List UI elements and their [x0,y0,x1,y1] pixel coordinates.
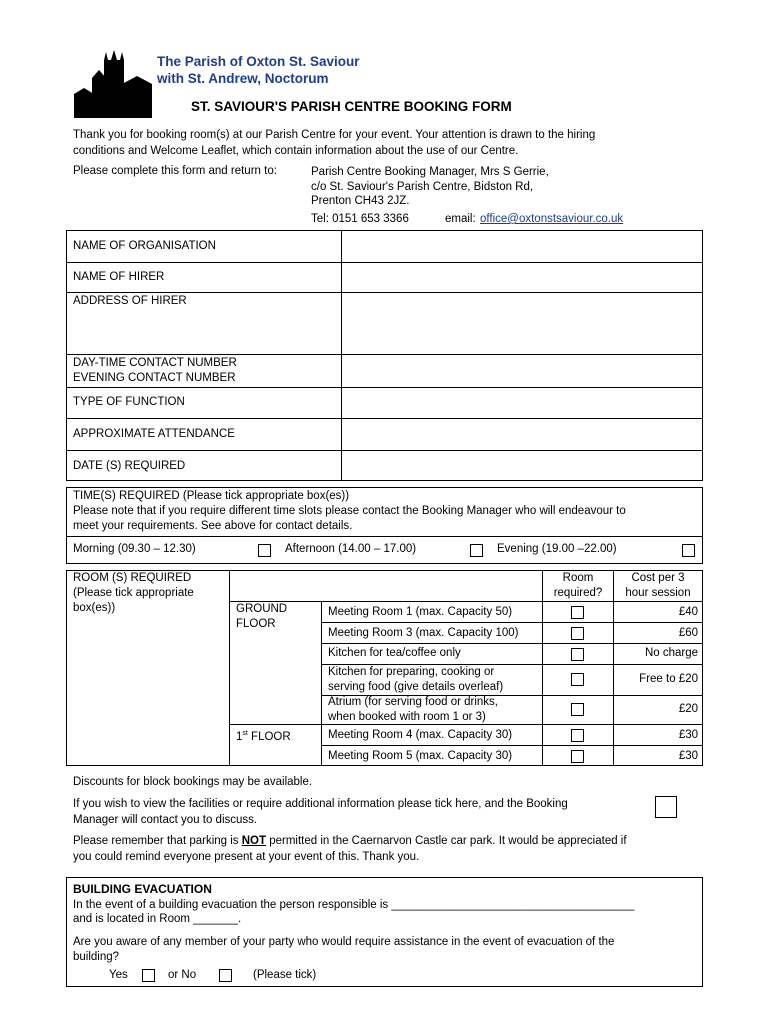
view-facilities-line2: Manager will contact you to discuss. [73,814,258,826]
room-name-line2: when booked with room 1 or 3) [328,711,486,723]
room-required-header [543,571,613,601]
times-heading-text: TIME(S) REQUIRED [73,490,180,502]
morning-checkbox[interactable] [258,544,271,557]
return-address-line1: Parish Centre Booking Manager, Mrs S Gerrie, [311,166,549,178]
first-floor-number: 1 [236,730,243,743]
parking-text-post: permitted in the Caernarvon Castle car park. It would be appreciated if [266,835,627,847]
return-label: Please complete this form and return to: [73,165,277,177]
hirer-label: NAME OF HIRER [73,271,165,283]
afternoon-checkbox[interactable] [470,544,483,557]
view-facilities-checkbox[interactable] [655,796,677,818]
first-floor-label [236,726,291,745]
attendance-field[interactable] [343,420,701,449]
room-name [328,665,503,695]
address-field[interactable] [343,294,701,353]
room-required-header-line2: required? [553,587,603,599]
room-checkbox-kitchen-cooking[interactable] [571,673,584,686]
function-label: TYPE OF FUNCTION [73,396,185,408]
yes-label: Yes [109,969,128,981]
view-facilities-note [73,796,633,828]
cost-header-line2: hour session [625,587,691,599]
ground-floor-line2: FLOOR [236,618,276,630]
view-facilities-line1: If you wish to view the facilities or require additional information please tick here, and the Booking [73,798,568,810]
rooms-heading-line2: (Please tick appropriate [73,587,194,599]
room-name: Meeting Room 3 (max. Capacity 100) [328,627,519,639]
room-name: Meeting Room 5 (max. Capacity 30) [328,750,513,762]
room-checkbox-meeting-room-3[interactable] [571,627,584,640]
room-checkbox-meeting-room-5[interactable] [571,750,584,763]
parking-text-pre: Please remember that parking is [73,835,242,847]
form-title: ST. SAVIOUR'S PARISH CENTRE BOOKING FORM [191,99,512,114]
room-required-header-line1: Room [562,572,594,584]
room-cost: £30 [678,750,698,762]
evening-label: Evening (19.00 –22.00) [497,543,617,555]
address-label: ADDRESS OF HIRER [73,295,187,307]
yes-checkbox[interactable] [142,969,155,982]
return-address-line2: c/o St. Saviour's Parish Centre, Bidston Rd, [311,180,534,193]
parking-line2: you could remind everyone present at your event of this. Thank you. [73,851,420,863]
times-note-line1: Please note that if you require different time slots please contact the Booking Manager who will endeavour to [73,505,626,517]
rooms-heading-line1: ROOM (S) REQUIRED [73,572,192,584]
return-address-line3: Prenton CH43 2JZ. [311,195,410,207]
church-logo [74,50,152,118]
room-name [328,695,498,725]
room-name: Meeting Room 4 (max. Capacity 30) [328,729,513,741]
email-link[interactable]: office@oxtonstsaviour.co.uk [480,213,624,225]
no-checkbox[interactable] [219,969,232,982]
intro-line2: conditions and Welcome Leaflet, which contain information about the use of our Centre. [73,145,519,157]
morning-label: Morning (09.30 – 12.30) [73,543,196,555]
daytime-contact-label: DAY-TIME CONTACT NUMBER [73,357,237,369]
dates-label: DATE (S) REQUIRED [73,460,186,472]
evacuation-question-line1: Are you aware of any member of your party who would require assistance in the event of evacuation of the [73,936,615,948]
times-heading [73,489,349,504]
evacuation-question-line2: building? [73,951,120,963]
function-field[interactable] [343,389,701,417]
organisation-field[interactable] [343,232,701,261]
afternoon-label: Afternoon (14.00 – 17.00) [285,543,417,555]
room-checkbox-meeting-room-4[interactable] [571,729,584,742]
attendance-label: APPROXIMATE ATTENDANCE [73,428,235,440]
intro-text [73,127,698,159]
room-name-line1: Kitchen for preparing, cooking or [328,666,495,678]
hirer-field[interactable] [343,264,701,291]
no-label: or No [168,969,197,981]
parking-not-emphasis: NOT [241,835,267,847]
evacuation-room: and is located in Room _______. [73,913,242,925]
room-cost: £60 [678,627,698,639]
room-cost: No charge [644,647,698,659]
contact-number-field[interactable] [343,356,701,386]
room-cost: £30 [678,729,698,741]
first-floor-suffix: st [242,730,248,737]
rooms-heading [73,571,194,616]
parking-note [73,833,713,865]
discounts-note: Discounts for block bookings may be available. [73,776,313,788]
parish-name-line1: The Parish of Oxton St. Saviour [157,54,360,69]
times-heading-note: (Please tick appropriate box(es)) [182,490,350,502]
times-note-line2: meet your requirements. See above for contact details. [73,520,353,532]
parish-name [157,53,360,87]
cost-header-line1: Cost per 3 [631,572,685,584]
ground-floor-label [236,602,287,632]
evacuation-heading: BUILDING EVACUATION [73,882,212,896]
rooms-heading-line3: box(es)) [73,602,116,614]
please-tick-label: (Please tick) [253,969,317,981]
dates-field[interactable] [343,452,701,480]
cost-header [614,571,702,601]
return-address [311,165,549,209]
room-cost: Free to £20 [639,673,698,685]
room-name: Meeting Room 1 (max. Capacity 50) [328,606,513,618]
room-name: Kitchen for tea/coffee only [328,647,461,659]
room-checkbox-meeting-room-1[interactable] [571,606,584,619]
intro-line1: Thank you for booking room(s) at our Parish Centre for your event. Your attention is drawn to the hiring [73,129,596,141]
first-floor-text: FLOOR [247,730,291,743]
ground-floor-line1: GROUND [236,603,288,615]
telephone: Tel: 0151 653 3366 [311,213,409,225]
room-cost: £20 [678,703,698,715]
evening-contact-label: EVENING CONTACT NUMBER [73,372,236,384]
organisation-label: NAME OF ORGANISATION [73,240,216,252]
room-checkbox-atrium[interactable] [571,703,584,716]
room-name-line1: Atrium (for serving food or drinks, [328,696,499,708]
email-label: email: [445,213,476,225]
parish-name-line2: with St. Andrew, Noctorum [157,71,329,86]
room-checkbox-kitchen-tea[interactable] [571,648,584,661]
room-cost: £40 [678,606,698,618]
evacuation-responsible: In the event of a building evacuation the person responsible is ______________________________________ [73,899,635,911]
evening-checkbox[interactable] [682,544,695,557]
room-name-line2: serving food (give details overleaf) [328,681,504,693]
